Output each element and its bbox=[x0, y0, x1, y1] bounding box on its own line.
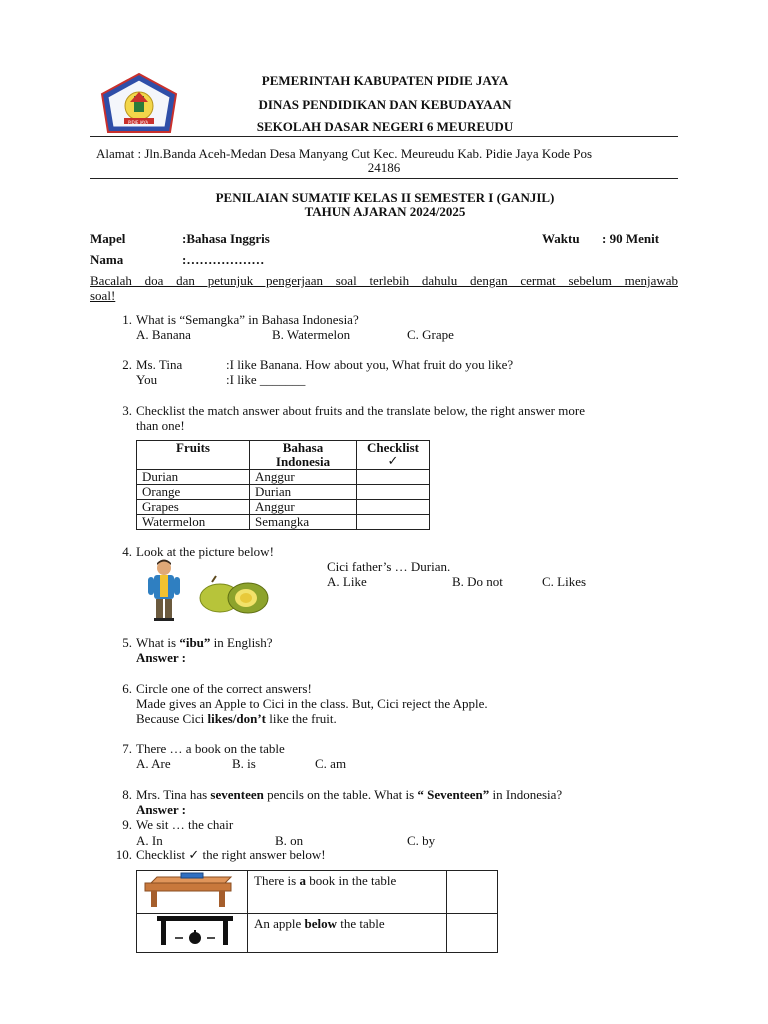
table-row bbox=[137, 485, 430, 500]
fruit-cell: Watermelon bbox=[137, 515, 250, 530]
indo-cell: Anggur bbox=[250, 500, 357, 515]
q10-number: 10. bbox=[115, 847, 132, 862]
exam-title-1: PENILAIAN SUMATIF KELAS II SEMESTER I (GANJIL) bbox=[215, 190, 555, 205]
q5-text-bold: “ibu” bbox=[179, 635, 211, 650]
fruit-cell: Grapes bbox=[137, 500, 250, 515]
q8-text bbox=[136, 787, 562, 802]
q10-picture-cell bbox=[137, 871, 248, 914]
address-line-2: 24186 bbox=[367, 160, 401, 175]
mapel-value: :Bahasa Inggris bbox=[182, 231, 270, 246]
logo-text: PIDIE JAYA bbox=[128, 120, 149, 125]
q6-line-3 bbox=[136, 711, 337, 726]
q3-number: 3. bbox=[122, 403, 132, 418]
q5-number: 5. bbox=[122, 635, 132, 650]
fruits-table bbox=[136, 440, 430, 530]
q6-line-1: Circle one of the correct answers! bbox=[136, 681, 312, 696]
checklist-header bbox=[357, 441, 430, 470]
q7-option-b[interactable]: B. is bbox=[232, 756, 256, 771]
nama-field[interactable]: :……………… bbox=[182, 252, 265, 267]
bahasa-header-line-1: Bahasa bbox=[282, 440, 324, 455]
table-row bbox=[137, 470, 430, 485]
q7-number: 7. bbox=[122, 741, 132, 756]
checklist-header-label: Checklist bbox=[367, 440, 419, 455]
q10-row2-bold: below bbox=[304, 916, 338, 931]
q6-number: 6. bbox=[122, 681, 132, 696]
q6-choice[interactable]: likes/don’t bbox=[207, 711, 266, 726]
q7-text: There … a book on the table bbox=[136, 741, 285, 756]
q10-row2-pre: An apple bbox=[254, 916, 305, 931]
q10-row1-pre: There is bbox=[254, 873, 300, 888]
q4-sentence: Cici father’s … Durian. bbox=[327, 559, 451, 574]
q6-line-2: Made gives an Apple to Cici in the class. But, Cici reject the Apple. bbox=[136, 696, 488, 711]
q8-text-pre: Mrs. Tina has bbox=[136, 787, 211, 802]
q8-text-mid: pencils on the table. What is bbox=[263, 787, 418, 802]
fruits-header: Fruits bbox=[137, 441, 250, 470]
q10-text-pre: Checklist bbox=[136, 847, 189, 862]
q10-row1-post: book in the table bbox=[305, 873, 397, 888]
q2-line-1: :I like Banana. How about you, What fruit do you like? bbox=[226, 357, 514, 372]
table-row bbox=[137, 914, 498, 953]
q1-text: What is “Semangka” in Bahasa Indonesia? bbox=[136, 312, 359, 327]
address-line-1: Alamat : Jln.Banda Aceh-Medan Desa Manyang Cut Kec. Meureudu Kab. Pidie Jaya Kode Pos bbox=[96, 146, 593, 161]
q5-text bbox=[136, 635, 273, 650]
q10-check-cell-2[interactable] bbox=[447, 914, 498, 953]
q9-option-c[interactable]: C. by bbox=[407, 833, 436, 848]
exam-title-2: TAHUN AJARAN 2024/2025 bbox=[304, 204, 466, 219]
q1-number: 1. bbox=[122, 312, 132, 327]
q4-number: 4. bbox=[122, 544, 132, 559]
q1-option-a[interactable]: A. Banana bbox=[136, 327, 191, 342]
q1-option-c[interactable]: C. Grape bbox=[407, 327, 454, 342]
q10-statement-2 bbox=[248, 914, 447, 953]
q3-text-1: Checklist the match answer about fruits and the translate below, the right answer more bbox=[136, 403, 585, 418]
waktu-label: Waktu bbox=[542, 231, 580, 246]
q6-line-3-post: like the fruit. bbox=[266, 711, 337, 726]
bahasa-header-line-2: Indonesia bbox=[275, 454, 331, 469]
header-line-1: PEMERINTAH KABUPATEN PIDIE JAYA bbox=[261, 73, 509, 88]
q3-text-2: than one! bbox=[136, 418, 185, 433]
q4-option-a[interactable]: A. Like bbox=[327, 574, 367, 589]
header-line-2: DINAS PENDIDIKAN DAN KEBUDAYAAN bbox=[258, 97, 512, 112]
q6-line-3-pre: Because Cici bbox=[136, 711, 208, 726]
q8-number: 8. bbox=[122, 787, 132, 802]
indo-cell: Durian bbox=[250, 485, 357, 500]
instruction-line-1: Bacalah doa dan petunjuk pengerjaan soal terlebih dahulu dengan cermat sebelum menjawab bbox=[90, 273, 678, 288]
q2-speaker-1: Ms. Tina bbox=[136, 357, 183, 372]
q4-option-b[interactable]: B. Do not bbox=[452, 574, 503, 589]
q8-text-post: in Indonesia? bbox=[489, 787, 563, 802]
q10-statement-1 bbox=[248, 871, 447, 914]
q1-option-b[interactable]: B. Watermelon bbox=[272, 327, 351, 342]
q10-text bbox=[136, 847, 326, 863]
q9-option-a[interactable]: A. In bbox=[136, 833, 163, 848]
fruit-cell: Orange bbox=[137, 485, 250, 500]
q10-picture-cell bbox=[137, 914, 248, 953]
book-on-table-picture bbox=[137, 871, 247, 909]
q10-row2-post: the table bbox=[337, 916, 385, 931]
q5-text-post: in English? bbox=[210, 635, 273, 650]
checklist-cell[interactable] bbox=[357, 485, 430, 500]
checkmark-icon: ✓ bbox=[188, 848, 200, 863]
indo-cell: Semangka bbox=[250, 515, 357, 530]
q9-text: We sit … the chair bbox=[136, 817, 234, 832]
q9-option-b[interactable]: B. on bbox=[275, 833, 304, 848]
mapel-label: Mapel bbox=[90, 231, 126, 246]
bahasa-header bbox=[250, 441, 357, 470]
q4-text: Look at the picture below! bbox=[136, 544, 274, 559]
indo-cell: Anggur bbox=[250, 470, 357, 485]
header-divider-top bbox=[90, 136, 678, 137]
q2-speaker-2: You bbox=[136, 372, 158, 387]
checkmark-icon: ✓ bbox=[387, 454, 399, 469]
checklist-cell[interactable] bbox=[357, 470, 430, 485]
table-row bbox=[137, 515, 430, 530]
q10-table bbox=[136, 870, 498, 953]
table-row bbox=[137, 500, 430, 515]
q8-bold-2: “ Seventeen” bbox=[417, 787, 490, 802]
q2-line-2[interactable]: :I like _______ bbox=[226, 372, 306, 387]
q10-check-cell-1[interactable] bbox=[447, 871, 498, 914]
apple-below-table-picture bbox=[137, 914, 247, 948]
q8-bold-1: seventeen bbox=[210, 787, 264, 802]
father-durian-picture bbox=[136, 558, 270, 622]
q4-option-c[interactable]: C. Likes bbox=[542, 574, 587, 589]
waktu-value: : 90 Menit bbox=[602, 231, 660, 246]
q9-number: 9. bbox=[122, 817, 132, 832]
q10-row1-bold: a bbox=[299, 873, 306, 888]
q7-option-a[interactable]: A. Are bbox=[136, 756, 171, 771]
checklist-cell[interactable] bbox=[357, 515, 430, 530]
table-row bbox=[137, 871, 498, 914]
fruits-table-header bbox=[137, 441, 430, 470]
header-divider-bottom bbox=[90, 178, 678, 179]
q5-text-pre: What is bbox=[136, 635, 180, 650]
checklist-cell[interactable] bbox=[357, 500, 430, 515]
q2-number: 2. bbox=[122, 357, 132, 372]
q8-answer[interactable]: Answer : bbox=[136, 802, 186, 817]
q7-option-c[interactable]: C. am bbox=[315, 756, 347, 771]
instruction-line-2: soal! bbox=[90, 288, 116, 303]
q10-text-post: the right answer below! bbox=[199, 847, 326, 862]
header-line-3: SEKOLAH DASAR NEGERI 6 MEUREUDU bbox=[256, 119, 514, 134]
q5-answer[interactable]: Answer : bbox=[136, 650, 186, 665]
nama-label: Nama bbox=[90, 252, 124, 267]
instruction bbox=[90, 273, 678, 303]
fruit-cell: Durian bbox=[137, 470, 250, 485]
